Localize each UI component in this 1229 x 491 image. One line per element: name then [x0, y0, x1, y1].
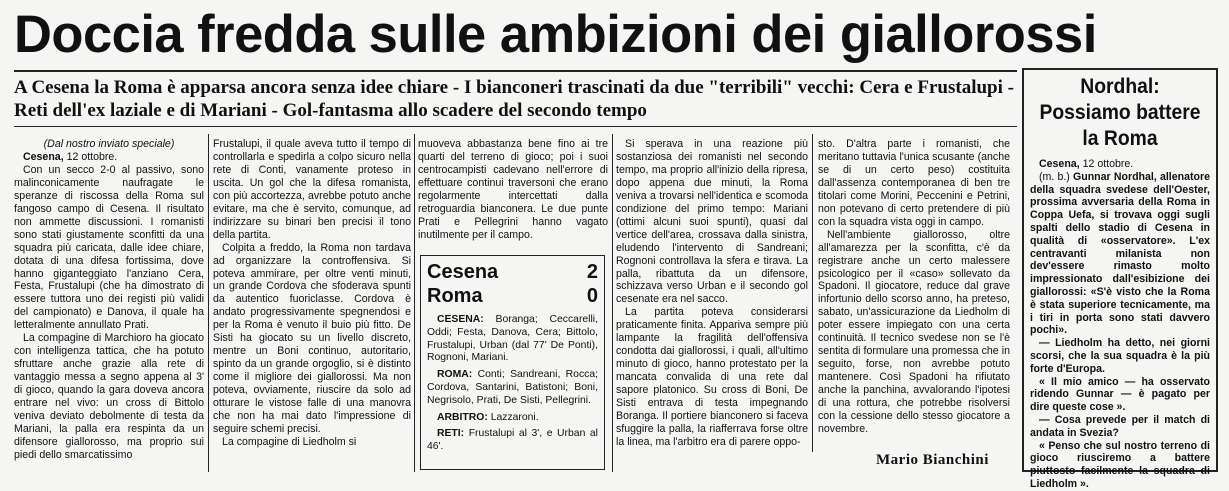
column-rule-4: [812, 134, 813, 452]
lineup-text: Boranga; Ceccarelli, Oddi; Festa, Danova, Cera; Bittolo, Frustalupi, Urban (dal 77' De Ponti), Rognoni, Mariani.: [427, 314, 598, 364]
match-score-box: [420, 255, 605, 470]
sidebar-paragraph: « Penso che sul nostro terreno di gioco riusciremo a battere piuttosto facilmente la squadra di Liedholm ».: [1030, 439, 1210, 490]
column-rule-3: [612, 134, 613, 472]
column-rule-1: [208, 134, 209, 472]
dateline-date: 12 ottobre.: [66, 150, 118, 163]
dateline-place: Cesena,: [23, 150, 64, 163]
sidebar-date: 12 ottobre.: [1082, 158, 1134, 170]
sidebar-interview: [1022, 68, 1218, 490]
referee-label: ARBITRO:: [437, 411, 488, 423]
lineup-label: CESENA:: [437, 314, 484, 325]
headline: Doccia fredda sulle ambizioni dei giallorossi: [14, 5, 1097, 64]
team-score: 2: [586, 261, 598, 283]
paragraph: Nell'ambiente giallorosso, oltre all'amarezza per la sconfitta, c'è da registrare anche un certo malessere psicologico per il «caso» sollevato da Spadoni. Il giocatore, reduce dal grave infortunio dello scorso anno, ha preteso, sabato, un'assicurazione da Liedholm di poter essere impiegato con una certa continuità. Il tecnico svedese non se l'è sentita di formulare una promessa che in seguito, forse, non avrebbe potuto mantenere. Così Spadoni ha rifiutato anche la panchina, avvalorando l'ipotesi di una rottura, che potrebbe risolversi con la cessione dello stesso giocatore a novembre.: [818, 228, 1010, 435]
paragraph: muoveva abbastanza bene fino ai tre quarti del terreno di gioco; poi i suoi centrocampisti cadevano nell'errore di effettuare continui traversoni che erano regolarmente intercettati dalla retroguardia bianconera. Le due punte Prati e Pellegrini hanno vagato inutilmente per il campo.: [418, 138, 608, 241]
sidebar-intro: Gunnar Nordhal, allenatore della squadra svedese dell'Oester, prossima avversaria della Roma in Coppa Uefa, si trovava oggi sugli spalti dello stadio di Cesena in qualità di «osservatore». L'ex centravanti milanista non dev'essere rimasto molto impressionato dall'esibizione dei giallorossi: «S'è visto che la Roma è stata superiore tecnicamente, ma i tiri in porta sono stati davvero pochi».: [1030, 170, 1210, 337]
paragraph: La compagine di Marchioro ha giocato con intelligenza tattica, che ha potuto sfruttare anche grazie alla rete di vantaggio messa a segno appena al 3' di gioco, quando la gara doveva ancora entrare nel vivo: un cross di Bittolo veniva deviato debolmente di testa da Mariani, la palla era respinta da un difensore giallorosso, ma proprio sui piedi dello smarcatissimo: [14, 332, 204, 461]
team-name: Cesena: [427, 261, 499, 283]
article-column-4: [616, 138, 808, 472]
paragraph: sto. D'altra parte i romanisti, che meritano tuttavia l'unica scusante (anche se di un certo peso) costituita dall'assenza contemporanea di ben tre titolari come Morini, Peccenini e Petrini, non potevano di certo pretendere di più con la squadra vista oggi in campo.: [818, 138, 1010, 228]
score-row-home: [427, 260, 598, 284]
paragraph: La compagine di Liedholm si: [222, 435, 357, 448]
author-signature: Mario Bianchini: [876, 452, 989, 468]
lineups: [427, 314, 598, 454]
paragraph: Con un secco 2-0 al passivo, sono malinconicamente naufragate le speranze di riscossa della Roma sul fangoso campo di Cesena. Il risultato non ammette discussioni. I romanisti sono stati giustamente sconfitti da una squadra più caricata, dalle idee chiare, dotata di una difesa fortissima, dove hanno giganteggiato l'anziano Cera, Festa, Frustalupi (che ha dimostrato di essere tuttora uno dei registi più validi del campionato) e Danova, il quale ha letteralmente annullato Prati.: [14, 163, 204, 332]
article-column-3: [418, 138, 608, 243]
goals-text: Frustalupi al 3', e Urban al 46'.: [427, 428, 598, 453]
paragraph: Colpita a freddo, la Roma non tardava ad organizzare la controffensiva. Si poteva ammirare, per oltre venti minuti, un grande Cordova che sfoderava spunti da autentico fuoriclasse. Cordova è andato progressivamente spegnendosi e per la Roma è venuto il buio più fitto. De Sisti ha giocato su un livello discreto, mentre un Boni continuo, autoritario, spinto da un grande orgoglio, si è distinto come il migliore dei giallorossi. Ma non poteva, ovviamente, riuscire da solo ad otturare le vistose falle di una manovra che non ha mai dato l'impressione di seguire schemi precisi.: [213, 241, 411, 435]
paragraph: Frustalupi, il quale aveva tutto il tempo di controllarla e spedirla a colpo sicuro nella rete di Conti, vanamente proteso in uscita. Un gol che la difesa romanista, con più accortezza, avrebbe potuto anche evitare, ma che è servito, comunque, ad indirizzare su binari ben precisi il tono della partita.: [213, 138, 411, 241]
paragraph: Si sperava in una reazione più sostanziosa dei romanisti nel secondo tempo, ma proprio all'inizio della ripresa, dopo appena due minuti, la Roma veniva a trovarsi nell'identica e scomoda condizione del primo tempo: Mariani (ottimi alcuni suoi spunti), quasi dal vertice dell'area, crossava dalla sinistra, eludendo l'intervento di Sandreani; Rognoni controllava la sfera e tirava. La palla, ribattuta da un difensore, schizzava verso Urban e il secondo gol cesenate era nel sacco.: [616, 138, 808, 306]
paragraph: La partita poteva considerarsi praticamente finita. Appariva sempre più lampante la fragilità dell'offensiva condotta dai giallorossi, i quali, all'ultimo minuto di gioco, hanno protestato per la mancata convalida di una rete dal sapore platonico. Su cross di Boni, De Sisti entrava di testa impegnando Boranga. Il portiere bianconero si faceva sfuggire la palla, la riafferrava forse oltre la linea, ma l'arbitro era di parere oppo-: [616, 306, 808, 448]
referee-name: Lazzaroni.: [490, 411, 539, 423]
sidebar-place: Cesena,: [1039, 158, 1080, 170]
sidebar-body: [1030, 158, 1210, 491]
sidebar-paragraph: « Il mio amico — ha osservato ridendo Gunnar — è pagato per dire queste cose ».: [1030, 375, 1210, 414]
sidebar-paragraph: — Cosa prevede per il match di andata in Svezia?: [1030, 413, 1210, 439]
sidebar-paragraph: — Liedholm ha detto, nei giorni scorsi, che la sua squadra è la più forte d'Europa.: [1030, 337, 1210, 375]
team-name: Roma: [427, 285, 483, 307]
byline: (Dal nostro inviato speciale): [43, 138, 175, 150]
sidebar-initials: (m. b.): [1039, 170, 1070, 183]
lineup-text: Conti; Sandreani, Rocca; Cordova, Santarini, Batistoni; Boni, Negrisolo, Prati, De Sisti, Pellegrini.: [427, 369, 599, 406]
headline-rule: [14, 70, 1017, 72]
score-row-away: [427, 284, 598, 308]
sidebar-title: Nordhal: Possiamo battere la Roma: [1039, 75, 1201, 150]
column-rule-2: [414, 134, 415, 472]
subhead-rule: [14, 126, 1017, 127]
article-column-5: [818, 138, 1010, 448]
subheadline: A Cesena la Roma è apparsa ancora senza idee chiare - I bianconeri trascinati da due "terribili" vecchi: Cera e Frustalupi - Reti dell'ex laziale e di Mariani - Gol-fantasma allo scadere del secondo tempo: [14, 77, 1014, 121]
team-score: 0: [586, 285, 598, 307]
goals-label: RETI:: [437, 428, 465, 440]
lineup-label: ROMA:: [437, 369, 473, 381]
article-column-1: [14, 138, 204, 472]
article-column-2: [213, 138, 411, 472]
